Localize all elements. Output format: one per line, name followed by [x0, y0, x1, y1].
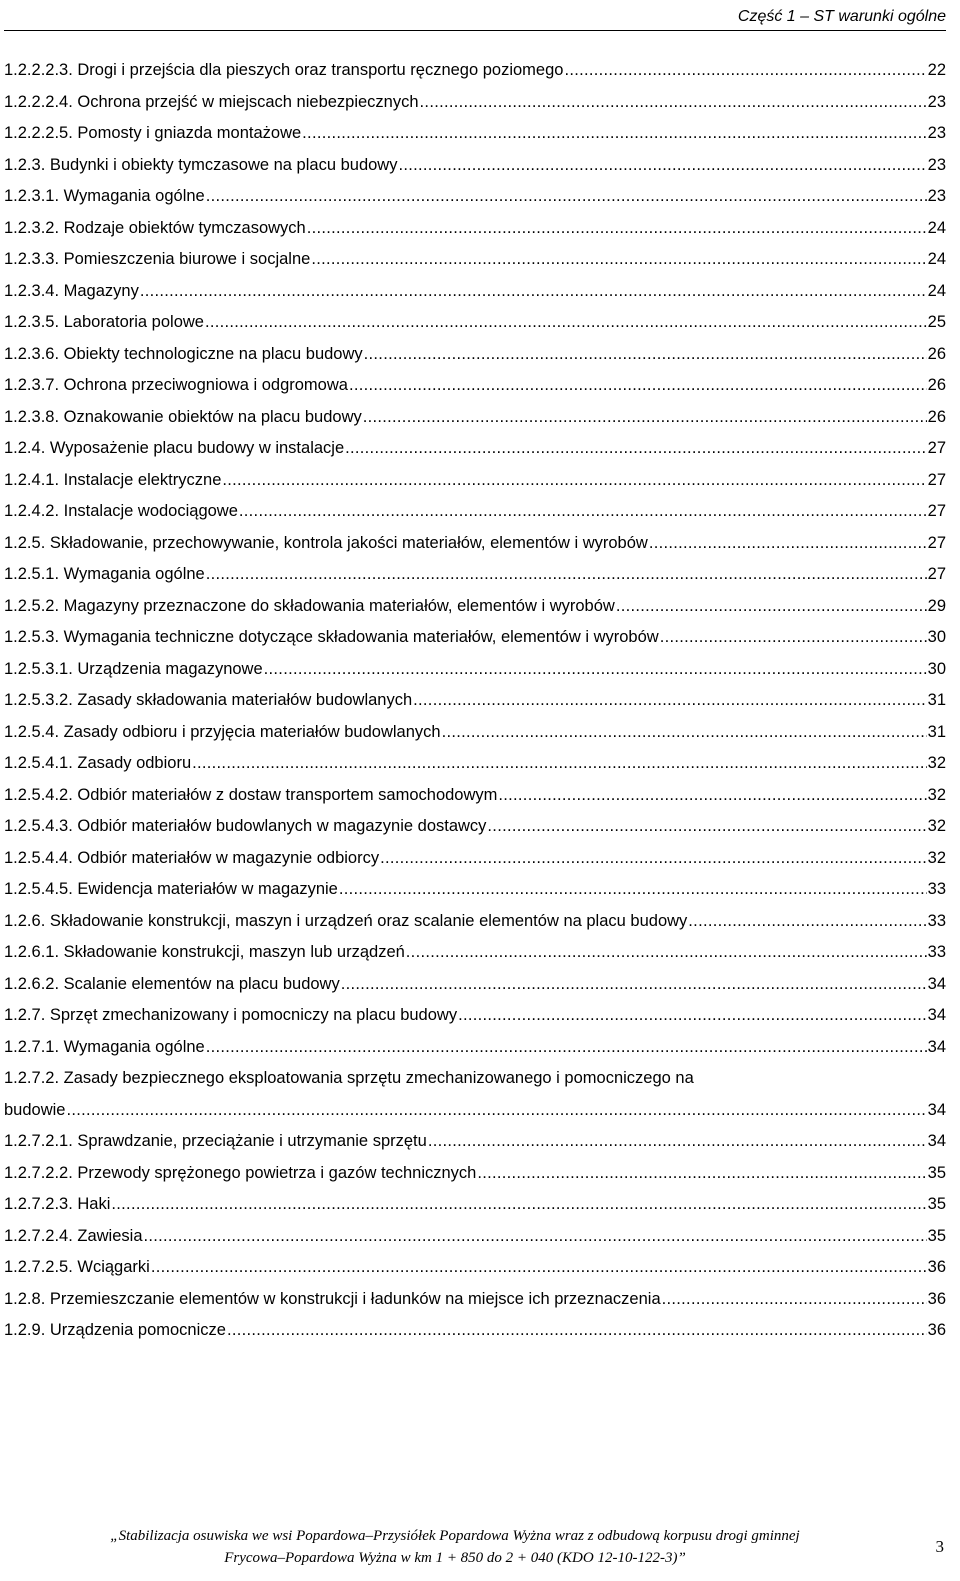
toc-leader-dots: [66, 1096, 926, 1124]
toc-entry[interactable]: [4, 245, 946, 273]
toc-entry-title: 1.2.5.4.5. Ewidencja materiałów w magazynie: [4, 880, 338, 898]
toc-entry[interactable]: [4, 1285, 946, 1313]
toc-entry-title: 1.2.3.6. Obiekty technologiczne na placu budowy: [4, 344, 363, 363]
toc-entry-title: 1.2.3.2. Rodzaje obiektów tymczasowych: [4, 218, 306, 237]
toc-leader-dots: [307, 214, 927, 242]
toc-leader-dots: [192, 749, 927, 777]
toc-entry[interactable]: [4, 1253, 946, 1281]
toc-entry-title: 1.2.3.7. Ochrona przeciwogniowa i odgromowa: [4, 376, 348, 394]
toc-page-number: 34: [927, 974, 946, 993]
toc-entry-title: 1.2.5.4.4. Odbiór materiałów w magazynie odbiorcy: [4, 848, 380, 867]
toc-entry-title: 1.2.7.2.1. Sprawdzanie, przeciążanie i utrzymanie sprzętu: [4, 1132, 427, 1150]
toc-entry-title: 1.2.7.2.2. Przewody sprężonego powietrza i gazów technicznych: [4, 1163, 477, 1182]
toc-leader-dots: [111, 1190, 926, 1218]
toc-page-number: 31: [927, 722, 946, 741]
toc-page-number: 24: [927, 218, 946, 237]
toc-page-number: 32: [927, 754, 946, 772]
toc-leader-dots: [205, 308, 927, 336]
toc-leader-dots: [264, 655, 927, 683]
toc-leader-dots: [206, 560, 927, 588]
toc-page-number: 24: [927, 281, 946, 300]
toc-entry-title: 1.2.7.1. Wymagania ogólne: [4, 1037, 205, 1056]
toc-entry-title: 1.2.5.4.3. Odbiór materiałów budowlanych w magazynie dostawcy: [4, 817, 487, 835]
toc-entry-title: 1.2.2.2.3. Drogi i przejścia dla pieszych oraz transportu ręcznego poziomego: [4, 61, 564, 79]
toc-page-number: 36: [927, 1321, 946, 1339]
toc-entry-title: 1.2.7.2.5. Wciągarki: [4, 1258, 150, 1276]
toc-leader-dots: [151, 1253, 927, 1281]
toc-page-number: 26: [927, 344, 946, 363]
toc-leader-dots: [616, 592, 927, 620]
toc-entry[interactable]: [4, 434, 946, 462]
toc-leader-dots: [302, 119, 926, 147]
toc-leader-dots: [428, 1127, 927, 1155]
toc-leader-dots: [239, 497, 927, 525]
toc-page-number: 23: [927, 124, 946, 142]
toc-leader-dots: [380, 844, 927, 872]
toc-page-number: 22: [927, 61, 946, 79]
toc-entry[interactable]: [4, 1190, 946, 1218]
page-footer: [0, 1525, 960, 1581]
toc-page-number: 35: [927, 1226, 946, 1245]
toc-page-number: 23: [927, 92, 946, 111]
toc-entry-title: 1.2.5.1. Wymagania ogólne: [4, 565, 205, 583]
toc-leader-dots: [442, 718, 927, 746]
toc-page-number: 27: [927, 533, 946, 552]
toc-page-number: 34: [927, 1132, 946, 1150]
toc-leader-dots: [144, 1222, 927, 1250]
toc-leader-dots: [345, 434, 927, 462]
toc-leader-dots: [339, 875, 927, 903]
toc-page-number: 32: [927, 785, 946, 804]
toc-entry[interactable]: [4, 1127, 946, 1155]
toc-entry-title: 1.2.9. Urządzenia pomocnicze: [4, 1321, 226, 1339]
toc-page-number: 27: [927, 502, 946, 520]
toc-entry[interactable]: [4, 623, 946, 651]
toc-entry-title: 1.2.4.2. Instalacje wodociągowe: [4, 502, 238, 520]
footer-line-1: „Stabilizacja osuwiska we wsi Popardowa–Przysiółek Popardowa Wyżna wraz z odbudową korpusu drogi gminnej: [110, 1528, 800, 1544]
toc-page-number: 34: [927, 1006, 946, 1024]
toc-entry[interactable]: [4, 466, 946, 494]
toc-entry[interactable]: [4, 403, 946, 431]
toc-entry[interactable]: [4, 1222, 946, 1250]
toc-entry-title: 1.2.6.2. Scalanie elementów na placu budowy: [4, 974, 340, 993]
toc-entry-title: 1.2.5.3.2. Zasady składowania materiałów budowlanych: [4, 691, 413, 709]
toc-leader-dots: [688, 907, 926, 935]
toc-page-number: 33: [927, 911, 946, 930]
toc-page-number: 24: [927, 250, 946, 268]
toc-leader-dots: [341, 970, 927, 998]
toc-leader-dots: [364, 340, 927, 368]
toc-leader-dots: [206, 1033, 927, 1061]
toc-entry[interactable]: [4, 875, 946, 903]
toc-page-number: 33: [927, 880, 946, 898]
toc-page-number: 31: [927, 691, 946, 709]
toc-entry-title: 1.2.3.3. Pomieszczenia biurowe i socjalne: [4, 250, 311, 268]
toc-entry-title: 1.2.5.4.2. Odbiór materiałów z dostaw transportem samochodowym: [4, 785, 498, 804]
toc-entry[interactable]: [4, 1064, 946, 1127]
toc-entry-title: 1.2.7.2.3. Haki: [4, 1195, 111, 1213]
toc-entry-title: 1.2.7.2.4. Zawiesia: [4, 1226, 143, 1245]
footer-text: [20, 1525, 890, 1569]
toc-entry-title: 1.2.3.5. Laboratoria polowe: [4, 313, 204, 331]
toc-entry[interactable]: [4, 214, 946, 242]
toc-leader-dots: [487, 812, 926, 840]
toc-page-number: 26: [927, 376, 946, 394]
toc-entry-title: 1.2.5.4. Zasady odbioru i przyjęcia materiałów budowlanych: [4, 722, 441, 741]
toc-entry[interactable]: [4, 277, 946, 305]
toc-leader-dots: [477, 1159, 926, 1187]
toc-entry-title: 1.2.5. Składowanie, przechowywanie, kontrola jakości materiałów, elementów i wyrobów: [4, 533, 648, 552]
toc-page-number: 30: [927, 659, 946, 678]
toc-entry[interactable]: [4, 718, 946, 746]
toc-page-number: 23: [927, 155, 946, 174]
toc-entry[interactable]: [4, 907, 946, 935]
toc-entry-title: 1.2.4.1. Instalacje elektryczne: [4, 470, 222, 489]
toc-entry-title: 1.2.3.1. Wymagania ogólne: [4, 187, 205, 205]
toc-leader-dots: [222, 466, 926, 494]
toc-leader-dots: [349, 371, 927, 399]
toc-page-number: 32: [927, 817, 946, 835]
toc-entry[interactable]: [4, 497, 946, 525]
toc-entry[interactable]: [4, 151, 946, 179]
toc-page-number: 27: [927, 565, 946, 583]
toc-entry-title: 1.2.7. Sprzęt zmechanizowany i pomocniczy na placu budowy: [4, 1006, 458, 1024]
toc-leader-dots: [398, 151, 926, 179]
toc-entry[interactable]: [4, 119, 946, 147]
toc-entry[interactable]: [4, 938, 946, 966]
toc-entry[interactable]: [4, 560, 946, 588]
toc-entry[interactable]: [4, 655, 946, 683]
toc-entry[interactable]: [4, 371, 946, 399]
footer-page-number: 3: [935, 1537, 944, 1556]
toc-entry-title: 1.2.5.3.1. Urządzenia magazynowe: [4, 659, 263, 678]
toc-entry[interactable]: [4, 88, 946, 116]
toc-entry-title: 1.2.5.2. Magazyny przeznaczone do składowania materiałów, elementów i wyrobów: [4, 596, 615, 615]
toc-leader-dots: [649, 529, 927, 557]
toc-entry-title: 1.2.6.1. Składowanie konstrukcji, maszyn lub urządzeń: [4, 943, 405, 961]
toc-leader-dots: [227, 1316, 927, 1344]
toc-page-number: 36: [927, 1258, 946, 1276]
toc-leader-dots: [498, 781, 926, 809]
toc-page-number: 35: [927, 1163, 946, 1182]
header-rule: [4, 30, 946, 31]
toc-entry-title-continued: budowie: [4, 1100, 66, 1119]
toc-entry-title: 1.2.5.4.1. Zasady odbioru: [4, 754, 192, 772]
toc-entry[interactable]: [4, 1159, 946, 1187]
toc-leader-dots: [140, 277, 927, 305]
toc-leader-dots: [662, 1285, 927, 1313]
toc-entry[interactable]: [4, 592, 946, 620]
toc-page-number: 35: [927, 1195, 946, 1213]
toc-page-number: 26: [927, 407, 946, 426]
toc-entry-title: 1.2.8. Przemieszczanie elementów w konstrukcji i ładunków na miejsce ich przeznaczenia: [4, 1289, 661, 1308]
footer-line-2: Frycowa–Popardowa Wyżna w km 1 + 850 do 2 + 040 (KDO 12-10-122-3)”: [224, 1550, 686, 1566]
toc-entry[interactable]: [4, 1001, 946, 1029]
toc-entry-title: 1.2.2.2.5. Pomosty i gniazda montażowe: [4, 124, 302, 142]
toc-page-number: 33: [927, 943, 946, 961]
toc-page-number: 30: [927, 628, 946, 646]
toc-leader-dots: [564, 56, 926, 84]
toc-entry[interactable]: [4, 340, 946, 368]
toc-entry-title: 1.2.3. Budynki i obiekty tymczasowe na placu budowy: [4, 155, 398, 174]
toc-page-number: 27: [927, 439, 946, 457]
toc-entry[interactable]: [4, 749, 946, 777]
toc-leader-dots: [363, 403, 927, 431]
page-header: [0, 0, 960, 32]
toc-page-number: 25: [927, 313, 946, 331]
toc-entry[interactable]: [4, 308, 946, 336]
toc-leader-dots: [420, 88, 927, 116]
toc-leader-dots: [458, 1001, 927, 1029]
toc-entry[interactable]: [4, 529, 946, 557]
toc-page-number: 23: [927, 187, 946, 205]
toc-leader-dots: [311, 245, 926, 273]
toc-page-number: 34: [927, 1100, 946, 1119]
toc-entry[interactable]: [4, 686, 946, 714]
toc-page-number: 34: [927, 1037, 946, 1056]
toc-leader-dots: [660, 623, 927, 651]
toc-entry[interactable]: [4, 56, 946, 84]
toc-entry[interactable]: [4, 182, 946, 210]
toc-entry-title: 1.2.3.4. Magazyny: [4, 281, 139, 300]
toc-entry-title: 1.2.6. Składowanie konstrukcji, maszyn i urządzeń oraz scalanie elementów na placu budowy: [4, 911, 688, 930]
toc-entry-title: 1.2.2.2.4. Ochrona przejść w miejscach niebezpiecznych: [4, 92, 419, 111]
toc-entry[interactable]: [4, 781, 946, 809]
toc-entry[interactable]: [4, 1033, 946, 1061]
toc-entry[interactable]: [4, 844, 946, 872]
toc-page-number: 36: [927, 1289, 946, 1308]
toc-leader-dots: [413, 686, 926, 714]
toc-page-number: 32: [927, 848, 946, 867]
toc-entry[interactable]: [4, 1316, 946, 1344]
toc-page-number: 27: [927, 470, 946, 489]
toc-entry-title: 1.2.3.8. Oznakowanie obiektów na placu budowy: [4, 407, 362, 426]
toc-entry[interactable]: [4, 812, 946, 840]
toc-entry-title: 1.2.4. Wyposażenie placu budowy w instalacje: [4, 439, 345, 457]
toc-leader-dots: [406, 938, 927, 966]
toc-page-number: 29: [927, 596, 946, 615]
toc-entry-title: 1.2.7.2. Zasady bezpiecznego eksploatowania sprzętu zmechanizowanego i pomocniczego na: [4, 1069, 694, 1087]
toc-entry[interactable]: [4, 970, 946, 998]
toc-leader-dots: [206, 182, 927, 210]
header-title: Część 1 – ST warunki ogólne: [737, 8, 946, 25]
toc-entry-title: 1.2.5.3. Wymagania techniczne dotyczące składowania materiałów, elementów i wyrobów: [4, 628, 659, 646]
